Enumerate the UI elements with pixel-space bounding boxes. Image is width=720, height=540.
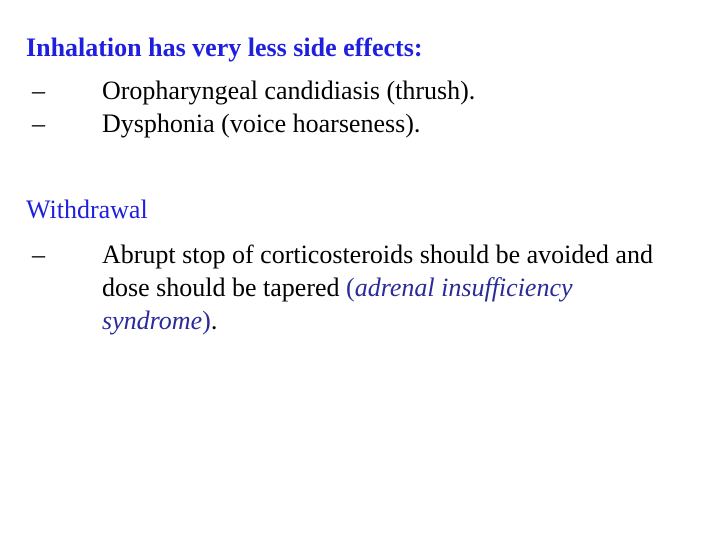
bullet-text: Oropharyngeal candidiasis (thrush). <box>102 76 476 105</box>
bullet-text-end: . <box>210 306 218 335</box>
paren-close: ) <box>202 306 211 335</box>
section-heading-withdrawal: Withdrawal <box>26 195 148 224</box>
dash-bullet-icon: – <box>32 240 45 269</box>
dash-bullet-icon: – <box>32 76 45 105</box>
bullet-dysphonia <box>32 107 692 140</box>
paren-open: ( <box>346 273 355 302</box>
bullet-text-main: Abrupt stop of corticosteroids should be avoided and dose should be tapered <box>102 240 653 302</box>
dash-bullet-icon: – <box>32 109 45 138</box>
bullet-text: Dysphonia (voice hoarseness). <box>102 109 421 138</box>
bullet-thrush <box>32 74 692 107</box>
bullet-text <box>102 238 692 337</box>
bullet-abrupt-stop <box>32 238 692 337</box>
emphasis-term: adrenal insufficiency syndrome <box>102 273 573 335</box>
section-heading-inhalation: Inhalation has very less side effects: <box>26 33 423 62</box>
